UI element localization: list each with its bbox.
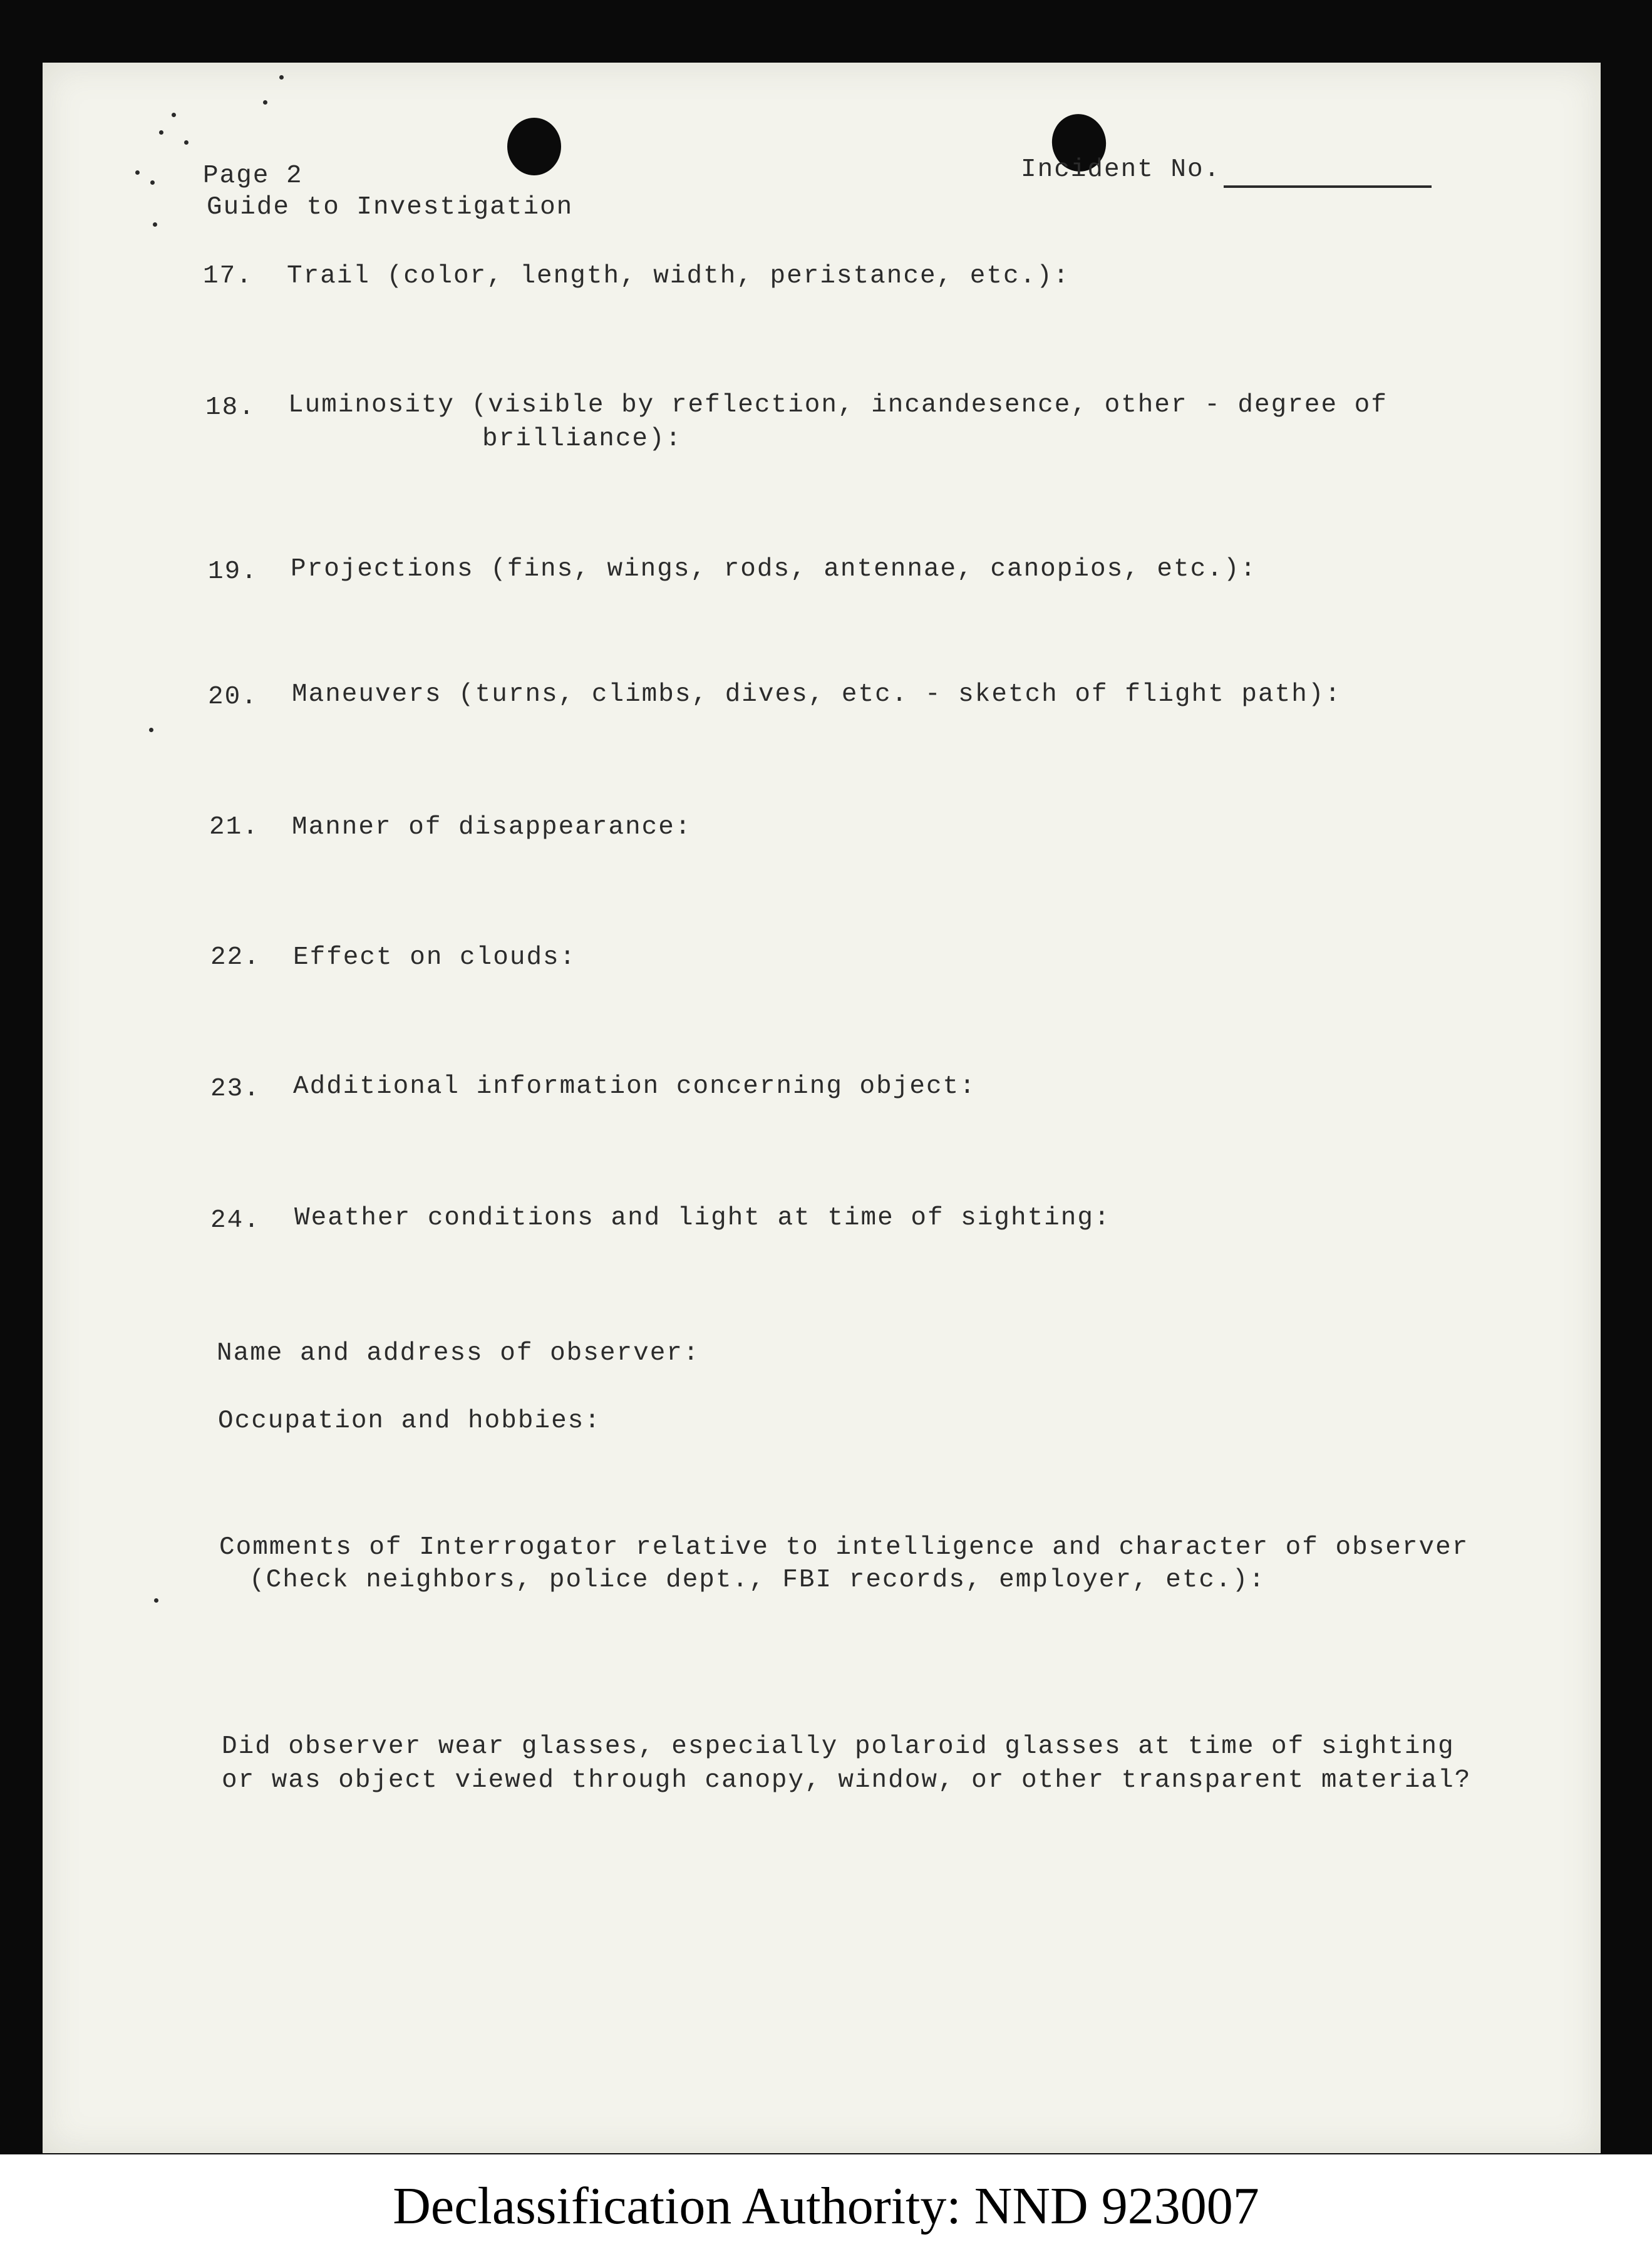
item-text-trail: Trail (color, length, width, peristance, etc.): xyxy=(287,262,1070,291)
paper-speck xyxy=(184,140,188,145)
paper-speck xyxy=(279,75,284,80)
interrogator-comments-line1: Comments of Interrogator relative to intelligence and character of observer xyxy=(219,1533,1469,1562)
item-number: 19. xyxy=(208,557,258,586)
glasses-question-line2: or was object viewed through canopy, window, or other transparent material? xyxy=(222,1766,1472,1795)
paper-speck xyxy=(154,1598,158,1603)
paper-speck xyxy=(150,180,155,185)
guide-title: Guide to Investigation xyxy=(207,193,574,222)
incident-label: Incident No. xyxy=(1021,155,1221,184)
footer-bar xyxy=(0,2154,1652,2259)
item-text-projections: Projections (fins, wings, rods, antennae, canopios, etc.): xyxy=(291,555,1257,584)
item-number: 18. xyxy=(205,393,256,422)
punch-hole-left xyxy=(507,118,561,175)
paper-speck xyxy=(172,113,176,117)
item-text-luminosity: Luminosity (visible by reflection, incandesence, other - degree of xyxy=(288,391,1388,420)
item-number: 23. xyxy=(210,1075,261,1104)
item-text-additional-info: Additional information concerning object: xyxy=(293,1072,976,1101)
item-number: 22. xyxy=(210,943,261,972)
item-number: 21. xyxy=(209,813,259,842)
page-label: Page 2 xyxy=(203,162,303,190)
paper-speck xyxy=(263,100,267,105)
item-text-clouds: Effect on clouds: xyxy=(293,943,577,972)
declassification-authority: Declassification Authority: NND 923007 xyxy=(393,2177,1259,2235)
item-text-luminosity-continuation: brilliance): xyxy=(482,425,683,453)
item-number: 20. xyxy=(208,683,258,711)
observer-occupation-label: Occupation and hobbies: xyxy=(218,1407,601,1435)
paper-speck xyxy=(135,170,140,175)
item-number: 17. xyxy=(203,262,253,291)
glasses-question-line1: Did observer wear glasses, especially polaroid glasses at time of sighting xyxy=(222,1732,1455,1761)
observer-name-address-label: Name and address of observer: xyxy=(217,1339,700,1368)
interrogator-comments-line2: (Check neighbors, police dept., FBI records, employer, etc.): xyxy=(249,1566,1266,1595)
paper-speck xyxy=(149,728,153,732)
item-number: 24. xyxy=(210,1206,261,1235)
item-text-maneuvers: Maneuvers (turns, climbs, dives, etc. - sketch of flight path): xyxy=(292,680,1342,709)
item-text-weather: Weather conditions and light at time of sighting: xyxy=(294,1204,1111,1233)
paper-sheet xyxy=(43,63,1601,2153)
paper-speck xyxy=(159,130,163,135)
item-text-disappearance: Manner of disappearance: xyxy=(292,813,692,842)
incident-number-blank xyxy=(1224,185,1432,188)
paper-speck xyxy=(153,222,157,227)
